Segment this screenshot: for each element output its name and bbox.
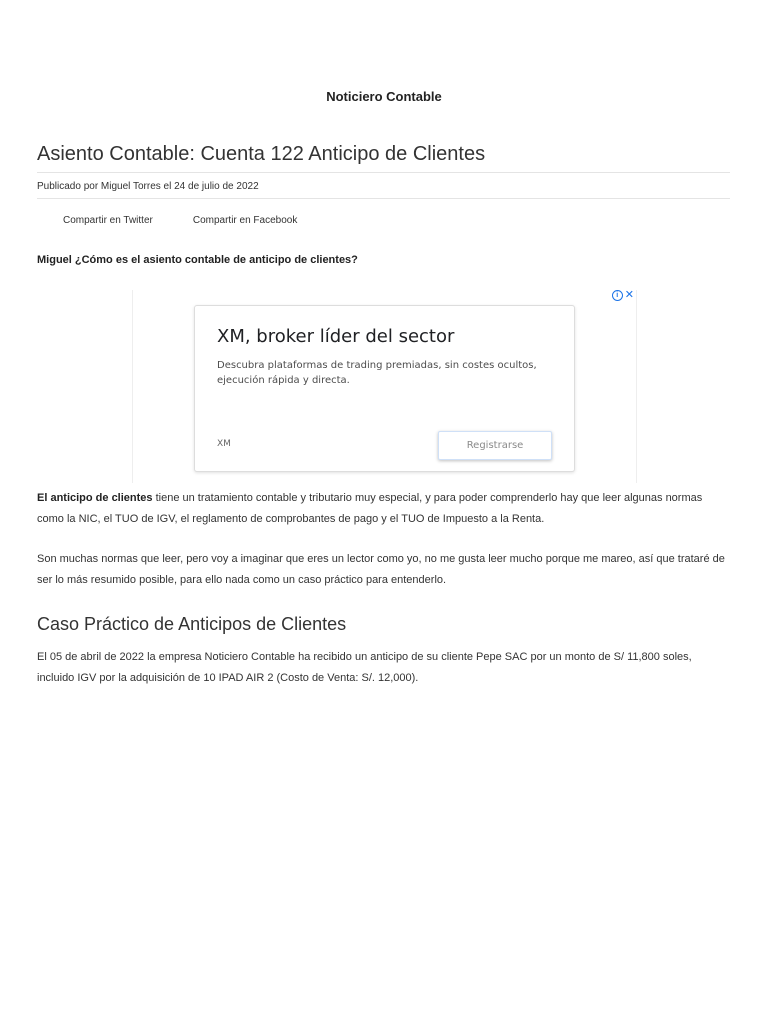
paragraph-anticipo [37, 488, 730, 530]
ad-register-button[interactable]: Registrarse [438, 431, 552, 460]
paragraph-anticipo-text: tiene un tratamiento contable y tributario muy especial, y para poder comprenderlo hay que leer algunas normas como la NIC, el TUO de IGV, el reglamento de comprobantes de pago y el TUO de Impuesto a la Renta. [37, 492, 703, 525]
article [37, 140, 730, 689]
intro-question: Miguel ¿Cómo es el asiento contable de anticipo de clientes? [37, 254, 358, 266]
paragraph-normas: Son muchas normas que leer, pero voy a imaginar que eres un lector como yo, no me gusta leer mucho porque me mareo, así que trataré de ser lo más resumido posible, para ello nada como un caso práctico para entenderlo. [37, 553, 725, 586]
paragraph-caso: El 05 de abril de 2022 la empresa Noticiero Contable ha recibido un anticipo de su cliente Pepe SAC por un monto de S/ 11,800 soles, incluido IGV por la adquisición de 10 IPAD AIR 2 (Costo de Venta: S/. 12,000). [37, 651, 692, 684]
paragraph-anticipo-bold: El anticipo de clientes [37, 492, 153, 504]
post-meta: Publicado por Miguel Torres el 24 de julio de 2022 [37, 173, 730, 199]
ad-controls [612, 290, 634, 301]
ad-advertiser: XM [217, 439, 231, 449]
share-bar [37, 199, 730, 226]
ad-headline[interactable]: XM, broker líder del sector [217, 326, 455, 347]
post-title: Asiento Contable: Cuenta 122 Anticipo de Clientes [37, 140, 730, 173]
section-title-caso-practico: Caso Práctico de Anticipos de Clientes [37, 614, 347, 634]
site-title[interactable]: Noticiero Contable [326, 89, 442, 104]
ad-container [132, 290, 637, 483]
ad-card[interactable] [194, 305, 575, 472]
ad-info-icon[interactable]: i [612, 290, 623, 301]
ad-description: Descubra plataformas de trading premiadas, sin costes ocultos, ejecución rápida y directa. [217, 360, 537, 386]
share-twitter-link[interactable]: Compartir en Twitter [63, 215, 153, 226]
ad-close-icon[interactable]: ✕ [624, 289, 634, 301]
share-facebook-link[interactable]: Compartir en Facebook [192, 215, 298, 226]
